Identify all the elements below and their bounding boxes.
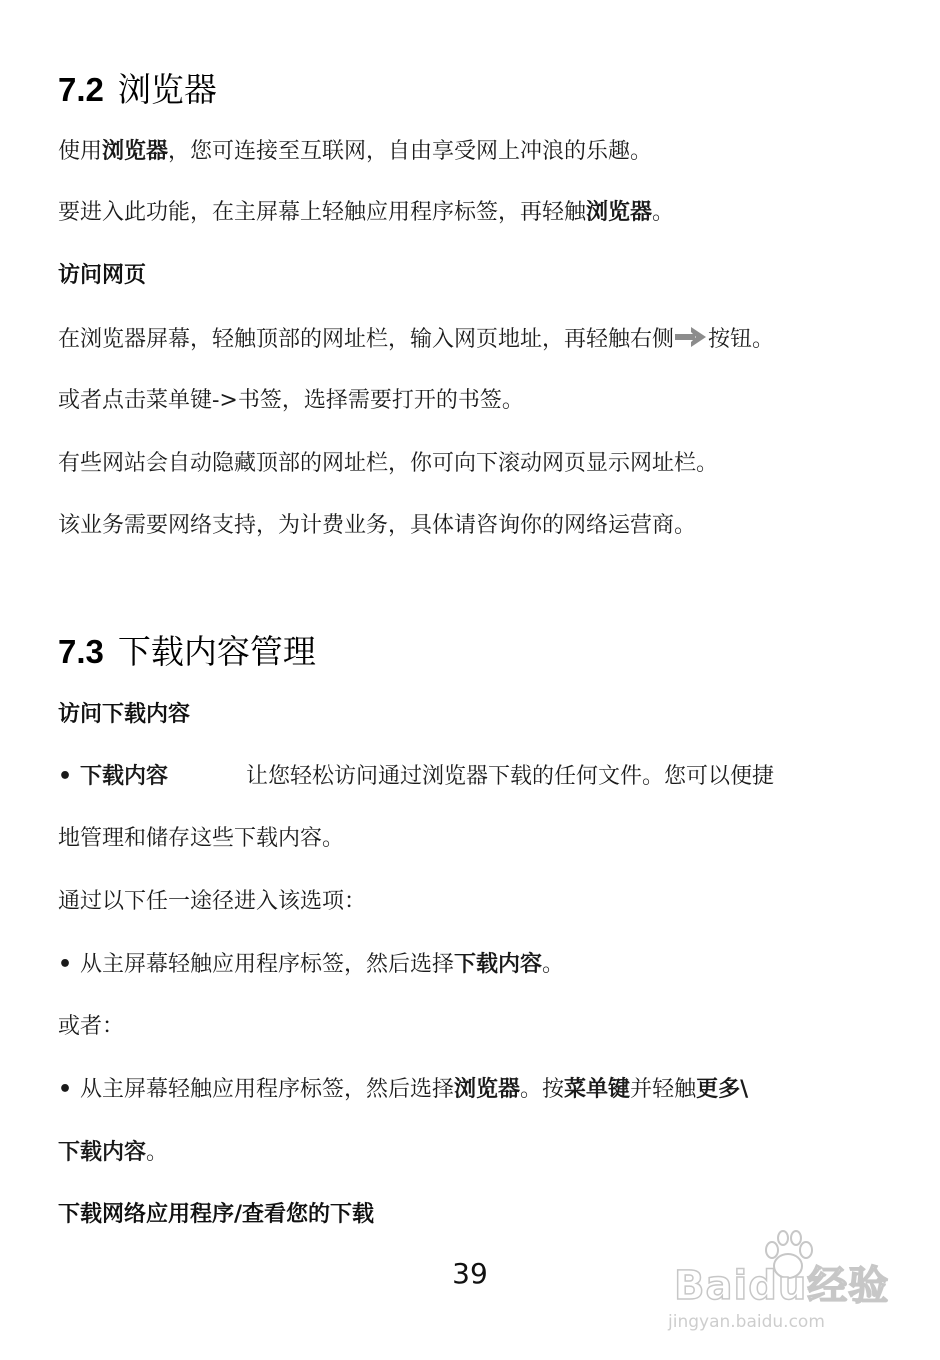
hide-url-paragraph: 有些网站会自动隐藏顶部的网址栏，你可向下滚动网页显示网址栏。 — [58, 451, 719, 476]
text-segment: 要进入此功能，在主屏幕上轻触应用程序标签，再轻触 — [58, 200, 587, 225]
bold-term: 菜单键 — [564, 1077, 631, 1102]
text-segment: 并轻触 — [630, 1077, 697, 1102]
bullet-browser-menu — [58, 1075, 748, 1105]
subheading-download-apps: 下载网络应用程序/查看您的下载 — [58, 1202, 375, 1227]
text-segment: ，您可连接至互联网，自由享受网上冲浪的乐趣。 — [168, 139, 653, 164]
text-segment: 让您轻松访问通过浏览器下载的任何文件。您可以便捷 — [246, 764, 775, 789]
bullet-marker: • — [58, 764, 73, 789]
text-segment: 从主屏幕轻触应用程序标签，然后选择 — [80, 952, 455, 977]
bold-term: 更多\ — [696, 1077, 749, 1102]
or-paragraph: 或者： — [58, 1014, 125, 1039]
text-segment: 。按 — [520, 1077, 565, 1102]
section-7-2-heading — [58, 70, 217, 110]
section-title: 下载内容管理 — [117, 632, 316, 671]
subheading-visit-downloads: 访问下载内容 — [58, 702, 191, 727]
right-arrow-icon — [674, 325, 708, 349]
section-number: 7.3 — [58, 633, 104, 670]
enter-paragraph — [58, 198, 674, 228]
bold-term: 浏览器 — [454, 1077, 521, 1102]
baidu-watermark — [668, 1214, 898, 1344]
bullet-marker: • — [58, 952, 73, 977]
bold-term: 下载内容 — [58, 1140, 147, 1165]
subheading-visit-webpage: 访问网页 — [58, 263, 147, 288]
options-paragraph: 通过以下任一途径进入该选项： — [58, 889, 367, 914]
bold-term: 浏览器 — [102, 139, 169, 164]
text-segment: 。 — [146, 1140, 169, 1165]
page-number: 39 — [452, 1257, 488, 1290]
bullet-browser-menu-continuation — [58, 1138, 168, 1168]
watermark-logo-text: Baidu经验 — [674, 1263, 890, 1309]
bullet-marker: • — [58, 1077, 73, 1102]
bullet-downloads-continuation: 地管理和储存这些下载内容。 — [58, 826, 345, 851]
text-segment: 从主屏幕轻触应用程序标签，然后选择 — [80, 1077, 455, 1102]
text-segment: 。 — [542, 952, 565, 977]
url-bar-paragraph — [58, 325, 774, 355]
watermark-url: jingyan.baidu.com — [668, 1312, 825, 1332]
bold-term: 下载内容 — [454, 952, 543, 977]
text-segment: 在浏览器屏幕，轻触顶部的网址栏，输入网页地址，再轻触右侧 — [58, 327, 675, 352]
text-segment: 按钮。 — [708, 327, 775, 352]
bullet-downloads — [58, 762, 774, 792]
text-segment: 。 — [652, 200, 675, 225]
intro-paragraph — [58, 137, 652, 167]
section-number: 7.2 — [58, 71, 104, 108]
bullet-home-app-tab — [58, 950, 564, 980]
network-notice-paragraph: 该业务需要网络支持，为计费业务，具体请咨询你的网络运营商。 — [58, 513, 697, 538]
section-7-3-heading — [58, 632, 316, 672]
bold-term: 浏览器 — [586, 200, 653, 225]
section-title: 浏览器 — [117, 70, 217, 109]
bookmark-paragraph: 或者点击菜单键->书签，选择需要打开的书签。 — [58, 388, 524, 413]
text-segment: 使用 — [58, 139, 103, 164]
bold-term: 下载内容 — [80, 764, 169, 789]
